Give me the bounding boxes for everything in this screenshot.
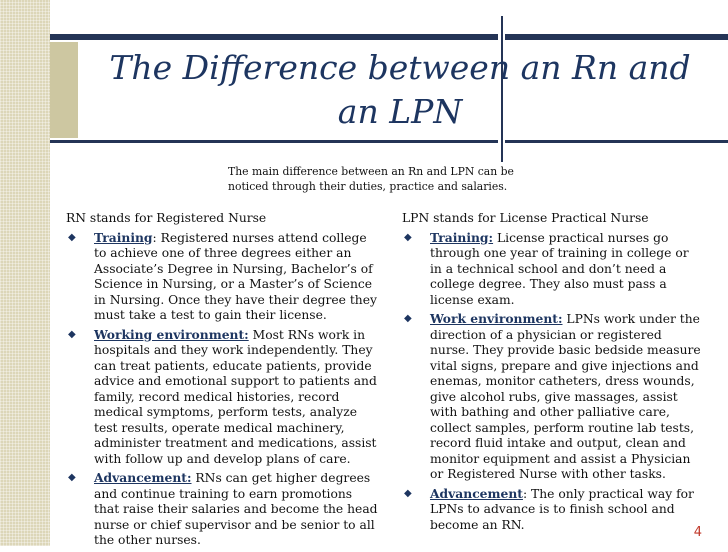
- title-top-bar-right: [505, 34, 728, 40]
- rn-term-training: Training: [94, 229, 153, 245]
- bullet-icon: ◆: [68, 231, 76, 243]
- lpn-item-environment: [402, 311, 702, 483]
- bullet-icon: ◆: [404, 487, 412, 499]
- lpn-item-advancement: [402, 486, 702, 534]
- lpn-text-advancement: The only practical way for LPNs to advance is to finish school and become an RN.: [430, 486, 694, 532]
- lpn-heading: LPN stands for License Practical Nurse: [402, 211, 649, 225]
- lpn-term-advancement: Advancement: [430, 485, 523, 501]
- rn-list: [66, 230, 378, 549]
- title-bottom-bar: [50, 140, 498, 143]
- rn-item-environment: [66, 327, 378, 468]
- rn-column: [66, 211, 378, 552]
- lpn-list: [402, 230, 702, 534]
- rn-text-environment: Most RNs work in hospitals and they work independently. They can treat patients, educate patients, provide advice and emotional support to patients and family, record medical histories, record medical symptoms, perform tests, analyze test results, operate medical machinery, administer treatment and medications, assist with follow up and develop plans of care.: [94, 327, 377, 466]
- rn-heading: RN stands for Registered Nurse: [66, 211, 267, 225]
- bullet-icon: ◆: [68, 328, 76, 340]
- rn-term-advancement: Advancement:: [94, 470, 192, 485]
- rn-text-advancement: RNs can get higher degrees and continue training to earn promotions that raise their salaries and become the head nurse or chief supervisor and be senior to all the other nurses.: [94, 471, 378, 547]
- rn-sep-training: :: [152, 230, 161, 245]
- title-top-bar: [50, 34, 498, 40]
- rn-term-environment: Working environment:: [94, 326, 249, 342]
- bullet-icon: ◆: [404, 313, 412, 324]
- bullet-icon: ◆: [68, 472, 76, 483]
- slide-title: The Difference between an Rn and an LPN: [109, 48, 691, 131]
- bullet-icon: ◆: [404, 231, 412, 243]
- title-accent-block: [50, 42, 78, 138]
- lpn-text-training: License practical nurses go through one year of training in college or in a technical school and don’t need a college degree. They also must pass a license exam.: [430, 230, 689, 307]
- lpn-text-environment: LPNs work under the direction of a physician or registered nurse. They provide basic bedside measure vital signs, prepare and give injections and enemas, monitor catheters, dress wounds, give alcohol rubs, give massages, assist with bathing and other palliative care, collect samples, perform routine lab tests, record fluid intake and output, clean and monitor equipment and assist a Physician or Registered Nurse with other tasks.: [430, 312, 701, 481]
- lpn-item-training: [402, 230, 702, 309]
- lpn-term-training: Training:: [430, 229, 494, 245]
- slide-subtitle: The main difference between an Rn and LPN can be noticed through their duties, practice and salaries.: [228, 165, 514, 193]
- lpn-sep-advancement: :: [522, 486, 532, 501]
- rn-text-training: Registered nurses attend college to achieve one of three degrees either an Associate’s Degree in Nursing, Bachelor’s of Science in Nursing, or a Master’s of Science in Nursing. Once they have their degree they must take a test to gain their license.: [94, 230, 377, 322]
- rn-item-advancement: [66, 470, 378, 549]
- lpn-term-environment: Work environment:: [430, 311, 563, 326]
- page-number: 4: [693, 525, 702, 540]
- title-bottom-bar-right: [505, 140, 728, 143]
- rn-item-training: [66, 230, 378, 324]
- decorative-strip: [0, 0, 50, 546]
- lpn-column: [402, 211, 702, 536]
